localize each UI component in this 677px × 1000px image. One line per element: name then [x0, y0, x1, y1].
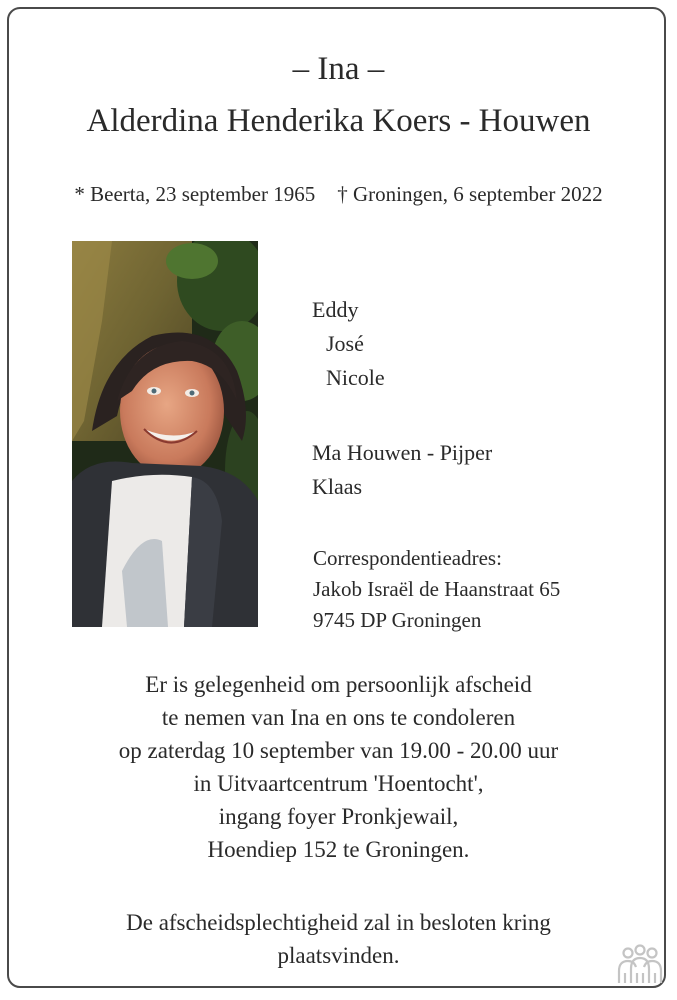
- ceremony-line: Er is gelegenheid om persoonlijk afscheid: [145, 672, 532, 697]
- full-name: Alderdina Henderika Koers - Houwen: [86, 103, 591, 139]
- ceremony-line: op zaterdag 10 september van 19.00 - 20.00 uur: [118, 738, 559, 763]
- life-dates: [0, 180, 677, 208]
- address-label: Correspondentieadres:: [313, 546, 502, 570]
- closing-note: [0, 906, 677, 972]
- ceremony-line: ingang foyer Pronkjewail,: [218, 804, 459, 829]
- closing-line: De afscheidsplechtigheid zal in besloten kring: [126, 910, 551, 935]
- child-name: Eddy: [312, 297, 359, 322]
- portrait-photo: [72, 241, 258, 627]
- closing-line: plaatsvinden.: [277, 943, 400, 968]
- nickname: – Ina –: [292, 51, 385, 87]
- relative-name: Klaas: [312, 474, 363, 499]
- people-group-icon: [614, 943, 666, 987]
- relative-name: Ma Houwen - Pijper: [312, 440, 493, 465]
- correspondence-address: [313, 543, 560, 636]
- death-date: † Groningen, 6 september 2022: [337, 182, 603, 206]
- children-list: [312, 293, 385, 395]
- child-name: José: [326, 331, 364, 356]
- ceremony-line: Hoendiep 152 te Groningen.: [207, 837, 470, 862]
- birth-date: * Beerta, 23 september 1965: [74, 182, 316, 206]
- relatives-list: [312, 436, 492, 504]
- ceremony-line: te nemen van Ina en ons te condoleren: [161, 705, 516, 730]
- address-street: Jakob Israël de Haanstraat 65: [313, 577, 561, 601]
- ceremony-line: in Uitvaartcentrum 'Hoentocht',: [193, 771, 484, 796]
- condolence-info: [0, 668, 677, 866]
- address-city: 9745 DP Groningen: [313, 608, 482, 632]
- child-name: Nicole: [326, 365, 385, 390]
